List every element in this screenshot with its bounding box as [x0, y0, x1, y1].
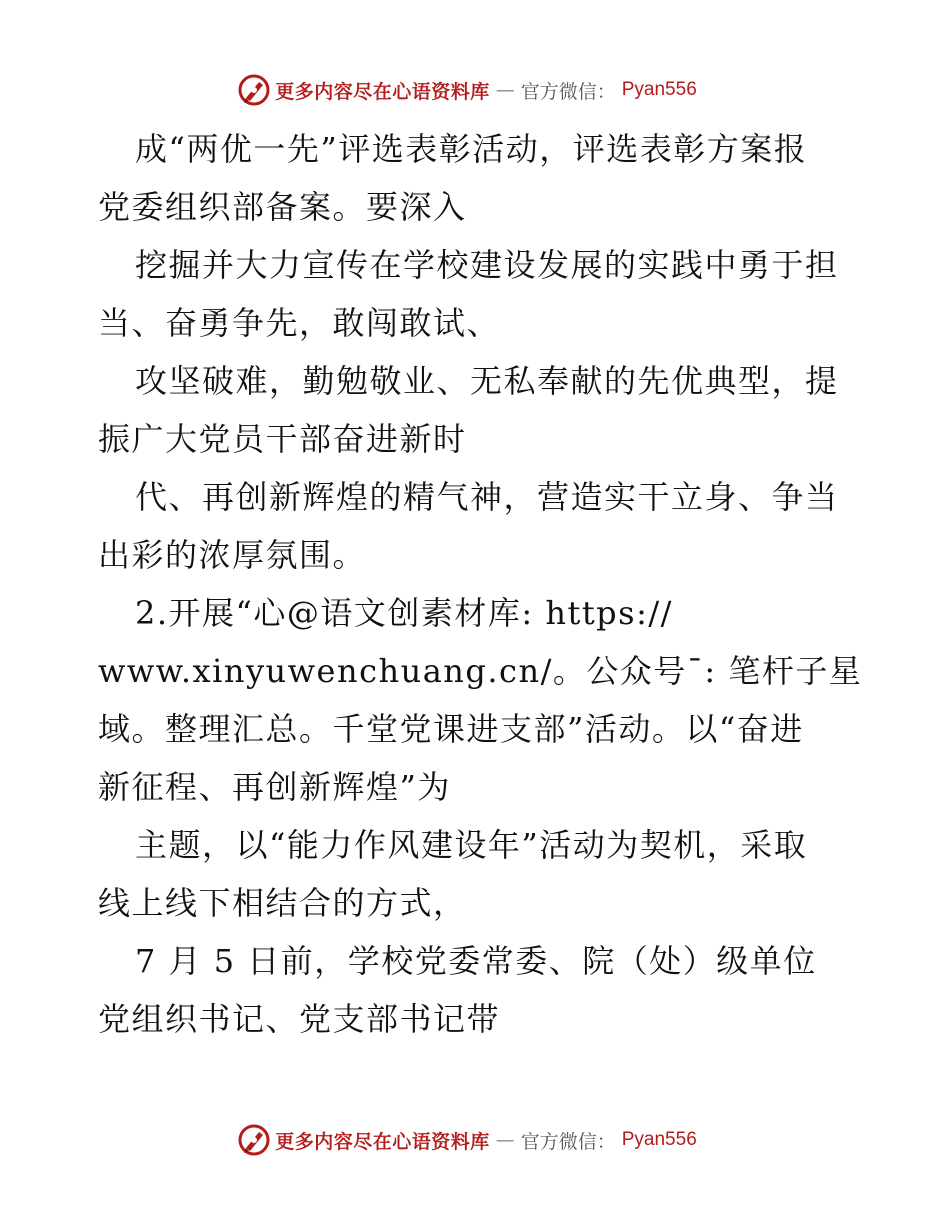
- header-watermark: [0, 70, 950, 110]
- text-line: 7 月 5 日前，学校党委常委、院（处）级单位: [135, 942, 817, 980]
- text-line: 出彩的浓厚氛围。: [98, 536, 367, 574]
- text-line: www.xinyuwenchuang.cn/。公众号¯: 笔杆子星: [98, 652, 863, 690]
- text-line: 挖掘并大力宣传在学校建设发展的实践中勇于担: [135, 246, 839, 284]
- text-line: 党组织书记、党支部书记带: [98, 1000, 501, 1038]
- pen-logo-icon: [237, 73, 271, 107]
- text-line: 2.开展“心@语文创素材库: https://: [135, 594, 673, 632]
- footer-watermark-id: Pyan556: [621, 1129, 697, 1150]
- footer-watermark-label: 官方微信：: [520, 1130, 616, 1153]
- text-line: 主题，以“能力作风建设年”活动为契机，采取: [135, 826, 808, 864]
- document-body: [98, 120, 863, 1048]
- footer-watermark: [0, 1120, 950, 1160]
- pen-logo-icon: [237, 1123, 271, 1157]
- text-line: 成“两优一先”评选表彰活动，评选表彰方案报: [135, 130, 808, 168]
- header-watermark-id: Pyan556: [621, 79, 697, 100]
- header-watermark-inner: [237, 73, 697, 107]
- text-line: 域。整理汇总。千堂党课进支部”活动。以“奋进: [98, 710, 804, 748]
- text-line: 攻坚破难，勤勉敬业、无私奉献的先优典型，提: [135, 362, 839, 400]
- header-watermark-label: 官方微信：: [520, 80, 616, 103]
- footer-watermark-inner: [237, 1123, 697, 1157]
- footer-watermark-dash: —: [495, 1129, 515, 1151]
- text-line: 线上线下相结合的方式，: [98, 884, 467, 922]
- text-line: 振广大党员干部奋进新时: [98, 420, 467, 458]
- text-line: 新征程、再创新辉煌”为: [98, 768, 451, 806]
- text-line: 当、奋勇争先，敢闯敢试、: [98, 304, 501, 342]
- text-line: 代、再创新辉煌的精气神，营造实干立身、争当: [135, 478, 839, 516]
- header-watermark-text: 更多内容尽在心语资料库: [275, 80, 490, 103]
- text-line: 党委组织部备案。要深入: [98, 188, 467, 226]
- footer-watermark-text: 更多内容尽在心语资料库: [275, 1130, 490, 1153]
- header-watermark-dash: —: [495, 79, 515, 101]
